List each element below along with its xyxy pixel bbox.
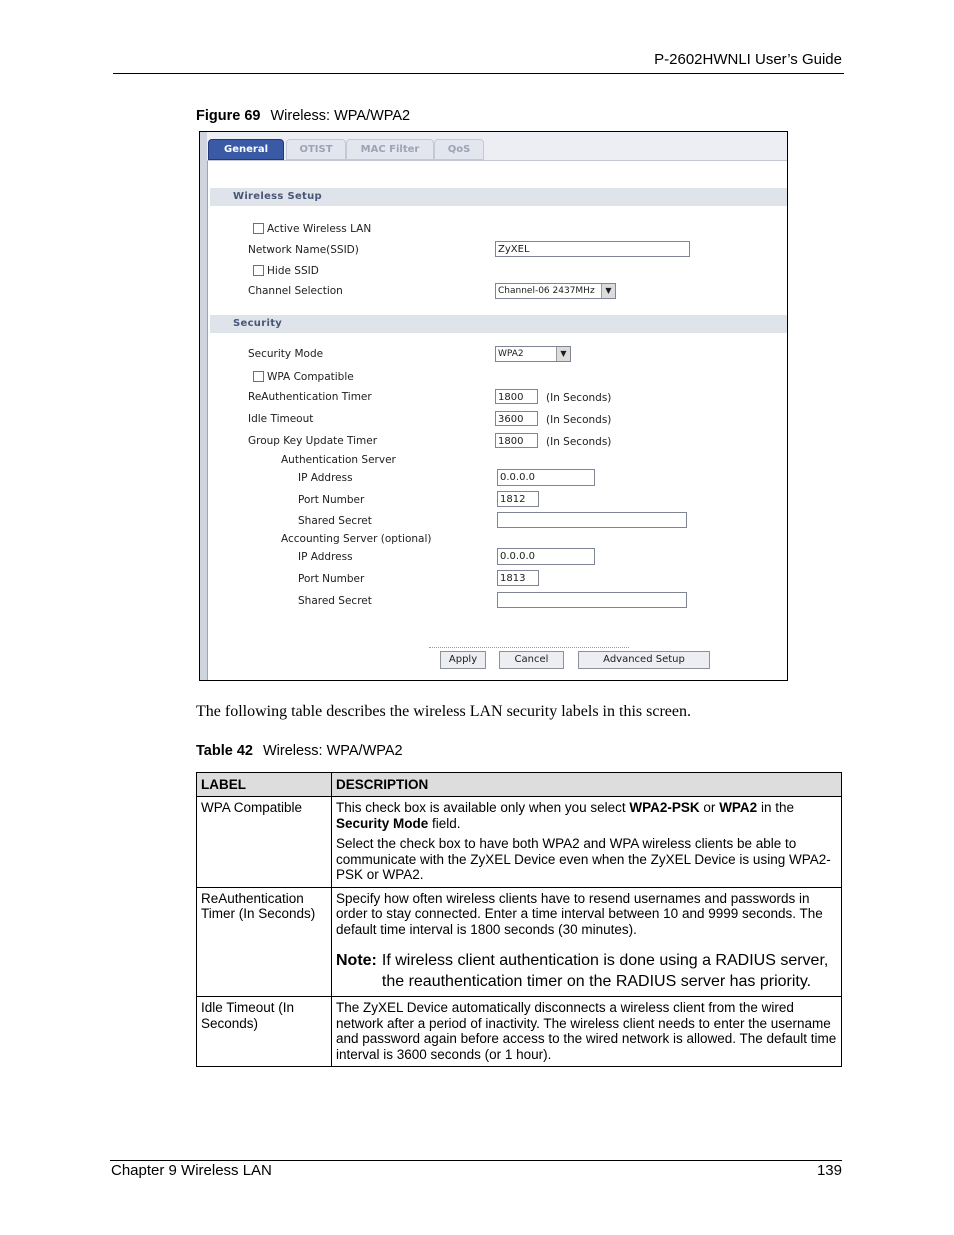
table-header-row [197, 773, 842, 797]
channel-select[interactable] [495, 283, 616, 299]
row-description [332, 797, 842, 888]
auth-ip-label: IP Address [298, 472, 353, 484]
network-name-input[interactable]: ZyXEL [495, 241, 690, 257]
auth-secret-label: Shared Secret [298, 515, 372, 527]
acct-port-label: Port Number [298, 573, 365, 585]
acct-port-input[interactable]: 1813 [497, 570, 539, 586]
row-label: Idle Timeout (In Seconds) [197, 997, 332, 1067]
tab-qos[interactable]: QoS [434, 139, 484, 160]
figure-caption [196, 108, 410, 124]
figure-number: Figure 69 [196, 108, 261, 124]
idle-timeout-input[interactable]: 3600 [495, 411, 538, 426]
text-run: in the [757, 800, 794, 815]
security-mode-select[interactable] [495, 346, 571, 362]
cancel-button[interactable]: Cancel [499, 651, 564, 669]
text-run-bold: WPA2-PSK [629, 800, 700, 815]
hide-ssid-label: Hide SSID [267, 265, 319, 277]
label-column-header: LABEL [197, 773, 332, 797]
note-text: If wireless client authentication is done using a RADIUS server, the reauthentication timer on the RADIUS server has priority. [381, 952, 829, 990]
reauth-unit-label: (In Seconds) [546, 392, 612, 404]
idle-unit-label: (In Seconds) [546, 414, 612, 426]
acct-ip-label: IP Address [298, 551, 353, 563]
channel-selection-label: Channel Selection [248, 285, 343, 297]
figure-title: Wireless: WPA/WPA2 [270, 108, 411, 124]
text-run: field. [428, 815, 461, 831]
table-row [197, 997, 842, 1067]
acct-secret-input[interactable] [497, 592, 687, 608]
auth-ip-input[interactable]: 0.0.0.0 [497, 469, 595, 486]
idle-timeout-label: Idle Timeout [248, 413, 314, 425]
tab-strip [207, 132, 787, 161]
security-section-header [210, 315, 787, 333]
table-number: Table 42 [196, 743, 253, 759]
tab-otist[interactable]: OTIST [286, 139, 346, 160]
text-run: or [699, 800, 720, 815]
auth-secret-input[interactable] [497, 512, 687, 528]
table-title: Wireless: WPA/WPA2 [262, 743, 403, 759]
page-number: 139 [816, 1162, 842, 1179]
wireless-config-screenshot [199, 131, 788, 681]
apply-button[interactable]: Apply [440, 651, 486, 669]
intro-paragraph: The following table describes the wireless LAN security labels in this screen. [196, 703, 691, 720]
auth-server-heading: Authentication Server [281, 454, 396, 466]
tab-general[interactable]: General [208, 139, 284, 160]
header-rule [113, 73, 844, 74]
table-caption [196, 743, 403, 759]
description-paragraph: Select the check box to have both WPA2 and WPA wireless clients be able to communicate with the ZyXEL Device even when the ZyXEL Device is using WPA2-PSK or WPA2. [336, 836, 831, 882]
channel-select-value: Channel-06 2437MHz [498, 286, 595, 296]
accounting-server-heading: Accounting Server (optional) [281, 533, 432, 545]
auth-port-input[interactable]: 1812 [497, 491, 539, 507]
wpa-compatible-label: WPA Compatible [267, 371, 354, 383]
button-divider [429, 647, 629, 648]
chevron-down-icon: ▼ [556, 347, 570, 361]
footer-rule [110, 1160, 842, 1161]
hide-ssid-checkbox[interactable] [253, 265, 264, 276]
reauth-timer-input[interactable]: 1800 [495, 389, 538, 404]
note-block [336, 951, 837, 992]
row-label: WPA Compatible [197, 797, 332, 888]
active-wireless-lan-label: Active Wireless LAN [267, 223, 372, 235]
note-label: Note: [336, 952, 377, 969]
row-label: ReAuthentication Timer (In Seconds) [197, 887, 332, 997]
acct-ip-input[interactable]: 0.0.0.0 [497, 548, 595, 565]
reauth-timer-label: ReAuthentication Timer [248, 391, 372, 403]
active-wireless-lan-checkbox[interactable] [253, 223, 264, 234]
text-run: This check box is available only when you select [336, 800, 630, 815]
text-run-bold: WPA2 [719, 800, 758, 815]
description-column-header: DESCRIPTION [332, 773, 842, 797]
left-edge-bar [200, 132, 208, 680]
chevron-down-icon: ▼ [601, 284, 615, 298]
advanced-setup-button[interactable]: Advanced Setup [578, 651, 710, 669]
description-table [196, 772, 842, 1067]
row-description [332, 887, 842, 997]
group-key-timer-input[interactable]: 1800 [495, 433, 538, 448]
security-mode-value: WPA2 [498, 349, 524, 359]
row-description: The ZyXEL Device automatically disconnects a wireless client from the wired network after a period of inactivity. The wireless client needs to enter the username and password again before access to the wired network is allowed. The default time interval is 3600 seconds (or 1 hour). [332, 997, 842, 1067]
group-key-unit-label: (In Seconds) [546, 436, 612, 448]
wireless-setup-title: Wireless Setup [233, 191, 323, 202]
wpa-compatible-checkbox[interactable] [253, 371, 264, 382]
table-row [197, 797, 842, 888]
tab-mac-filter[interactable]: MAC Filter [346, 139, 434, 160]
security-title: Security [233, 318, 283, 329]
footer-chapter: Chapter 9 Wireless LAN [111, 1162, 272, 1179]
guide-title: P-2602HWNLI User’s Guide [654, 51, 842, 68]
description-paragraph: Specify how often wireless clients have to resend usernames and passwords in order to stay connected. Enter a time interval between 10 and 9999 seconds. The default time interval is 1800 seconds (30 minutes). [336, 890, 823, 937]
group-key-timer-label: Group Key Update Timer [248, 435, 378, 447]
security-mode-label: Security Mode [248, 348, 324, 360]
network-name-label: Network Name(SSID) [248, 244, 359, 256]
table-row [197, 887, 842, 997]
acct-secret-label: Shared Secret [298, 595, 372, 607]
description-paragraph [336, 800, 837, 831]
text-run-bold: Security Mode [336, 815, 429, 831]
wireless-setup-section-header [210, 188, 787, 206]
auth-port-label: Port Number [298, 494, 365, 506]
